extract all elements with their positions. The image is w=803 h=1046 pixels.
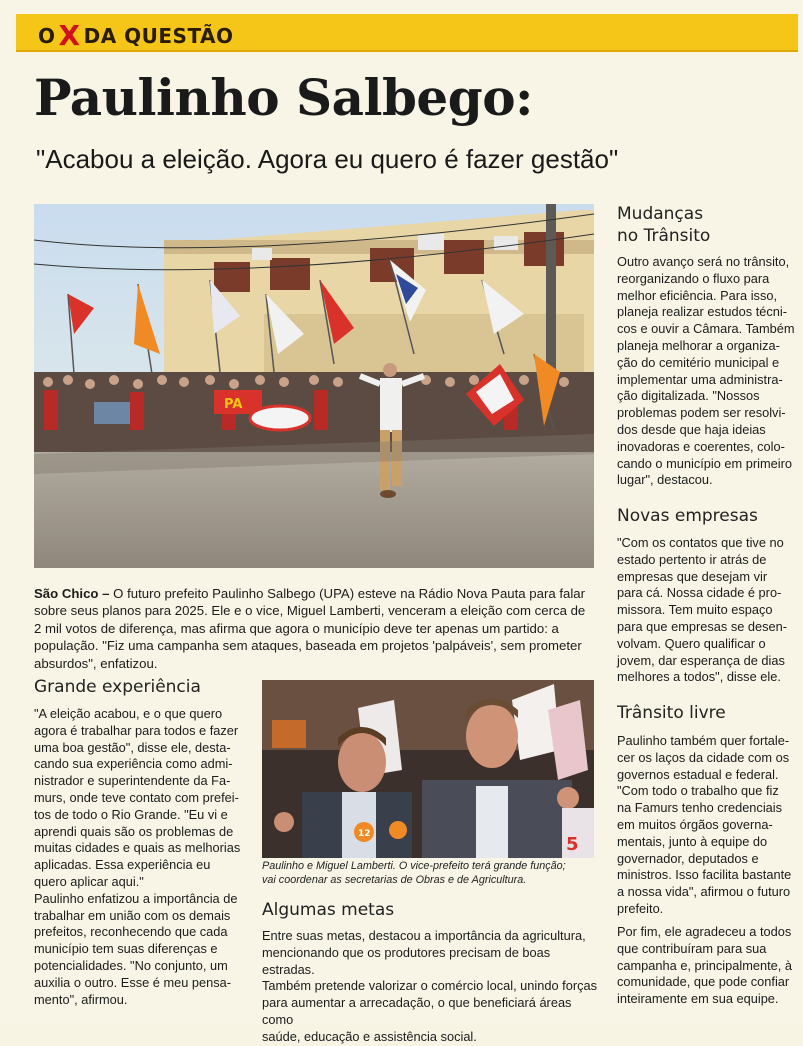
main-caption [34, 585, 594, 672]
rally-photo-illustration [34, 204, 594, 568]
caption-place: São Chico – [34, 586, 110, 601]
rally-flag-text: PA [224, 397, 243, 412]
section-text-por-fim: Por fim, ele agradeceu a todos que contribuíram para sua campanha e, principalmente, à comunidade, que pode confiar inteiramente em sua equipe. [617, 924, 792, 1007]
section-title-grande-experiencia: Grande experiência [34, 677, 201, 697]
section-text-transito-livre: Paulinho também quer fortale- cer os laços da cidade com os governos estadual e federal. "Com todo o trabalho que fiz na Famurs tenho credenciais em muitos órgãos governa- mentais, junto à equipe do governador, deputados e ministros. Isso facilita bastante a nossa vida", afirmou o futuro prefeito. [617, 733, 792, 916]
section-banner [16, 14, 798, 52]
section-text-algumas-metas: Entre suas metas, destacou a importância da agricultura, mencionando que os produtores precisam de boas estradas. Também pretende valorizar o comércio local, unindo forças para aumentar a arrecadação, o que beneficiará áreas como saúde, educação e assistência social. [262, 928, 598, 1044]
candidates-photo [262, 680, 594, 858]
section-title-mudancas-transito [617, 203, 710, 247]
section-title-algumas-metas: Algumas metas [262, 900, 395, 920]
section-title-transito-livre: Trânsito livre [617, 703, 726, 723]
banner-label [38, 20, 234, 50]
section-title-novas-empresas: Novas empresas [617, 506, 758, 526]
corner-number: 5 [566, 834, 579, 855]
section-title-mudancas-line2: no Trânsito [617, 226, 711, 246]
candidates-photo-caption: Paulinho e Miguel Lamberti. O vice-prefeito terá grande função; vai coordenar as secretarias de Obras e de Agricultura. [262, 860, 566, 886]
headline: Paulinho Salbego: [34, 68, 533, 127]
banner-prefix: O [38, 24, 56, 48]
candidate-badge-number: 12 [358, 829, 371, 839]
banner-suffix: DA QUESTÃO [83, 24, 234, 48]
caption-text: O futuro prefeito Paulinho Salbego (UPA) esteve na Rádio Nova Pauta para falar sobre seus planos para 2025. Ele e o vice, Miguel Lamberti, venceram a eleição com cerca de 2 mil votos de diferença, mas afirma que agora o município deve ter apenas um partido: a população. "Fiz uma campanha sem ataques, baseada em projetos 'palpáveis', sem prometer absurdos", enfatizou. [34, 586, 586, 671]
section-title-mudancas-line1: Mudanças [617, 204, 704, 224]
candidates-photo-illustration [262, 680, 594, 858]
section-text-grande-experiencia: "A eleição acabou, e o que quero agora é trabalhar para todos e fazer uma boa gestão", disse ele, desta- cando sua experiência como admi- nistrador e superintendente da Fa- murs, onde teve contato com prefei- tos de todo o Rio Grande. "Eu vi e aprendi quais são os problemas de muitas cidades e quais as melhorias aplicadas. Essa experiência eu quero aplicar aqui." Paulinho enfatizou a importância de trabalhar em união com os demais prefeitos, reconhecendo que cada município tem suas diferenças e potencialidades. "No conjunto, um auxilia o outro. Esse é meu pensa- mento", afirmou. [34, 706, 241, 1007]
banner-x-letter: X [58, 19, 81, 52]
section-text-novas-empresas: "Com os contatos que tive no estado pertento ir atrás de empresas que desejam vir para cá. Nossa cidade é pro- missora. Tem muito espaço para que empresas se desen- volvam. Quero qualificar o jovem, dar esperança de dias melhores a todos", disse ele. [617, 535, 788, 685]
rally-photo [34, 204, 594, 568]
subheadline: "Acabou a eleição. Agora eu quero é fazer gestão" [36, 144, 619, 174]
section-text-mudancas-transito: Outro avanço será no trânsito, reorganizando o fluxo para melhor eficiência. Para isso, planeja realizar estudos técni- cos e ouvir a Câmara. Também planeja melhorar a organiza- ção do cemitério municipal e implementar uma administra- ção digitalizada. "Nossos problemas podem ser resolvi- dos desde que haja ideias inovadoras e coerentes, colo- cando o município em primeiro lugar", destacou. [617, 254, 795, 488]
